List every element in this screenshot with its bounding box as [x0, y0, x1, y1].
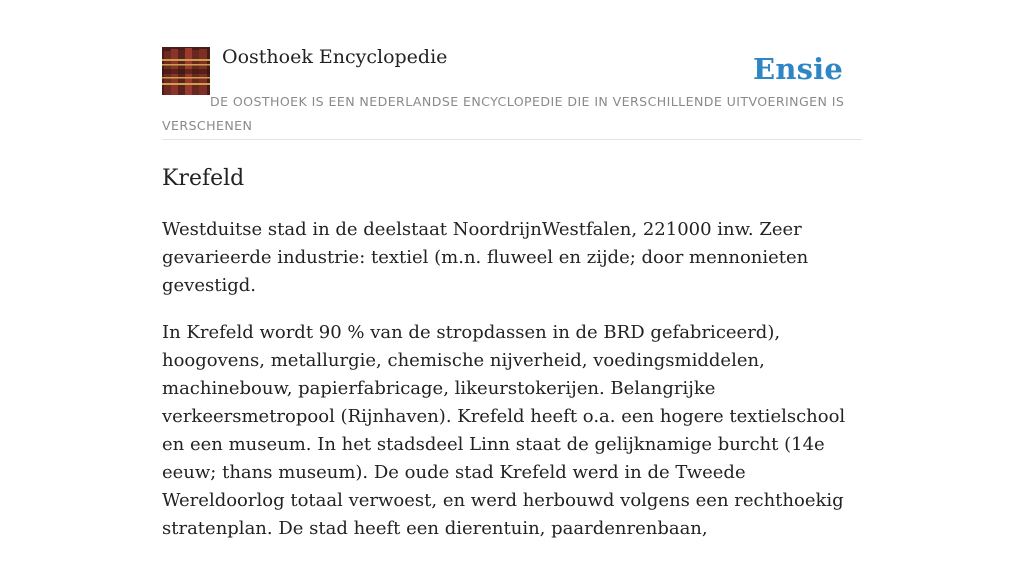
- entry-paragraph: In Krefeld wordt 90 % van de stropdassen in de BRD gefabriceerd), hoogovens, metallurgie, chemische nijverheid, voedingsmiddelen, machinebouw, papierfabricage, likeurstokerijen. Belangrijke verkeersmetropool (Rijnhaven). Krefeld heeft o.a. een hogere textielschool en een museum. In het stadsdeel Linn staat de gelijknamige burcht (14e eeuw; thans museum). De oude stad Krefeld werd in de Tweede Wereldoorlog totaal verwoest, en werd herbouwd volgens een rechthoekig stratenplan. De stad heeft een dierentuin, paardenrenbaan,: [162, 322, 846, 539]
- site-title[interactable]: Oosthoek Encyclopedie: [222, 46, 448, 68]
- site-tagline: DE OOSTHOEK IS EEN NEDERLANDSE ENCYCLOPEDIE DIE IN VERSCHILLENDE UITVOERINGEN IS VERSCHENEN: [162, 94, 845, 133]
- entry-paragraph: Westduitse stad in de deelstaat NoordrijnWestfalen, 221000 inw. Zeer gevarieerde industrie: textiel (m.n. fluweel en zijde; door mennonieten gevestigd.: [162, 219, 809, 296]
- encyclopedia-books-icon[interactable]: [162, 47, 210, 95]
- site-header: [162, 0, 862, 140]
- content-column: [162, 0, 862, 539]
- entry-body: [162, 216, 866, 562]
- brand-logo[interactable]: Ensie: [753, 52, 843, 86]
- entry-title: Krefeld: [162, 166, 245, 191]
